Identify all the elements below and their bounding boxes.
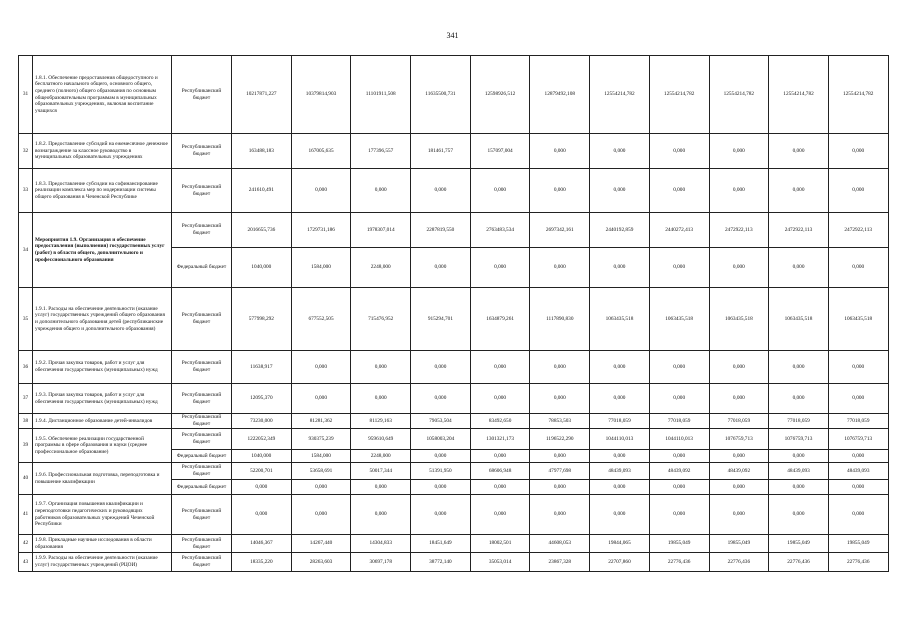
row-number: 43 [19,553,33,572]
amount-cell: 11101911,508 [351,56,411,134]
amount-cell: 0,000 [709,480,769,495]
funding-source: Федеральный бюджет [172,480,232,495]
table-row [19,429,889,450]
amount-cell: 68606,948 [470,463,530,480]
amount-cell: 14304,833 [351,535,411,553]
row-number: 34 [19,213,33,288]
amount-cell: 11635500,731 [411,56,471,134]
amount-cell: 77018,059 [709,414,769,429]
amount-cell: 0,000 [828,480,888,495]
amount-cell: 19855,049 [769,535,829,553]
amount-cell: 14267,440 [291,535,351,553]
amount-cell: 0,000 [828,351,888,384]
amount-cell: 1063435,518 [590,288,650,351]
amount-cell: 30697,178 [351,553,411,572]
amount-cell: 19855,049 [649,535,709,553]
row-number: 35 [19,288,33,351]
amount-cell: 12554214,782 [769,56,829,134]
amount-cell: 0,000 [649,495,709,535]
activity-description: 1.9.6. Профессиональная подготовка, переподготовка и повышение квалификации [33,463,172,495]
amount-cell: 715476,952 [351,288,411,351]
amount-cell: 1117890,830 [530,288,590,351]
amount-cell: 48439,092 [649,463,709,480]
amount-cell: 2697342,161 [530,213,590,248]
amount-cell: 2472922,113 [709,213,769,248]
amount-cell: 0,000 [769,169,829,213]
amount-cell: 0,000 [351,384,411,414]
row-number: 38 [19,414,33,429]
amount-cell: 0,000 [351,351,411,384]
amount-cell: 48439,092 [709,463,769,480]
amount-cell: 18002,501 [470,535,530,553]
amount-cell: 83492,650 [470,414,530,429]
amount-cell: 19844,065 [590,535,650,553]
amount-cell: 0,000 [351,495,411,535]
activity-description: Мероприятия 1.9. Организация и обеспечение предоставления (выполнения) государственных услуг (работ) в области общего, дополнительного и профессионального образования [33,213,172,288]
amount-cell: 0,000 [709,248,769,288]
amount-cell: 2472922,113 [769,213,829,248]
amount-cell: 22707,860 [590,553,650,572]
amount-cell: 81129,163 [351,414,411,429]
table-row [19,414,889,429]
budget-table [18,55,889,572]
amount-cell: 0,000 [411,495,471,535]
row-number: 42 [19,535,33,553]
amount-cell: 52200,701 [232,463,292,480]
amount-cell: 0,000 [828,384,888,414]
funding-source: Республиканский бюджет [172,429,232,450]
amount-cell: 0,000 [470,351,530,384]
table-row [19,134,889,169]
amount-cell: 0,000 [470,450,530,463]
activity-description: 1.9.2. Прочая закупка товаров, работ и услуг для обеспечения государственных (муниципальных) нужд [33,351,172,384]
amount-cell: 0,000 [590,134,650,169]
amount-cell: 73230,000 [232,414,292,429]
amount-cell: 38772,140 [411,553,471,572]
amount-cell: 12554214,782 [649,56,709,134]
amount-cell: 181461,757 [411,134,471,169]
amount-cell: 1076759,713 [769,429,829,450]
amount-cell: 0,000 [530,450,590,463]
amount-cell: 0,000 [411,480,471,495]
amount-cell: 0,000 [470,248,530,288]
funding-source: Республиканский бюджет [172,134,232,169]
amount-cell: 0,000 [411,248,471,288]
amount-cell: 11638,917 [232,351,292,384]
amount-cell: 0,000 [291,169,351,213]
amount-cell: 0,000 [590,480,650,495]
amount-cell: 0,000 [590,248,650,288]
activity-description: 1.9.4. Дистанционное образование детей-инвалидов [33,414,172,429]
amount-cell: 22776,436 [709,553,769,572]
amount-cell: 0,000 [709,351,769,384]
page-number: 341 [446,31,459,40]
amount-cell: 2248,000 [351,248,411,288]
amount-cell: 48439,093 [769,463,829,480]
amount-cell: 10217871,227 [232,56,292,134]
amount-cell: 0,000 [590,450,650,463]
amount-cell: 53658,691 [291,463,351,480]
amount-cell: 50017,344 [351,463,411,480]
amount-cell: 0,000 [769,384,829,414]
amount-cell: 1729731,186 [291,213,351,248]
amount-cell: 0,000 [530,480,590,495]
amount-cell: 0,000 [530,134,590,169]
amount-cell: 1063435,518 [769,288,829,351]
table-row [19,288,889,351]
amount-cell: 0,000 [232,480,292,495]
funding-source: Федеральный бюджет [172,248,232,288]
amount-cell: 0,000 [769,450,829,463]
amount-cell: 0,000 [769,495,829,535]
amount-cell: 44608,053 [530,535,590,553]
amount-cell: 0,000 [649,480,709,495]
amount-cell: 0,000 [470,384,530,414]
funding-source: Республиканский бюджет [172,535,232,553]
row-number: 31 [19,56,33,134]
amount-cell: 23867,328 [530,553,590,572]
amount-cell: 18451,649 [411,535,471,553]
amount-cell: 77018,059 [828,414,888,429]
amount-cell: 2248,000 [351,450,411,463]
amount-cell: 1978307,014 [351,213,411,248]
amount-cell: 0,000 [709,495,769,535]
row-number: 40 [19,463,33,495]
amount-cell: 22776,436 [828,553,888,572]
amount-cell: 163488,183 [232,134,292,169]
activity-description: 1.9.1. Расходы на обеспечение деятельности (оказание услуг) государственных учреждений общего образования и дополнительного образования детей (республиканские учреждения общего и дополнительного образования) [33,288,172,351]
funding-source: Федеральный бюджет [172,450,232,463]
amount-cell: 930375,239 [291,429,351,450]
table-row [19,553,889,572]
amount-cell: 1584,000 [291,248,351,288]
row-number: 37 [19,384,33,414]
funding-source: Республиканский бюджет [172,169,232,213]
amount-cell: 0,000 [709,169,769,213]
amount-cell: 0,000 [351,480,411,495]
row-number: 41 [19,495,33,535]
amount-cell: 0,000 [769,351,829,384]
amount-cell: 1058003,204 [411,429,471,450]
amount-cell: 79053,504 [411,414,471,429]
table-row [19,495,889,535]
amount-cell: 0,000 [291,351,351,384]
funding-source: Республиканский бюджет [172,553,232,572]
activity-description: 1.9.3. Прочая закупка товаров, работ и услуг для обеспечения государственных (муниципальных) нужд [33,384,172,414]
amount-cell: 22776,436 [769,553,829,572]
amount-cell: 959610,649 [351,429,411,450]
amount-cell: 0,000 [769,248,829,288]
amount-cell: 51391,950 [411,463,471,480]
amount-cell: 28263,603 [291,553,351,572]
amount-cell: 2440272,413 [649,213,709,248]
amount-cell: 78853,503 [530,414,590,429]
amount-cell: 81281,362 [291,414,351,429]
amount-cell: 0,000 [769,134,829,169]
amount-cell: 22776,436 [649,553,709,572]
amount-cell: 0,000 [411,384,471,414]
amount-cell: 0,000 [649,248,709,288]
amount-cell: 0,000 [649,450,709,463]
amount-cell: 0,000 [649,134,709,169]
amount-cell: 0,000 [291,480,351,495]
amount-cell: 0,000 [649,384,709,414]
row-number: 39 [19,429,33,463]
amount-cell: 0,000 [232,495,292,535]
amount-cell: 19855,049 [709,535,769,553]
amount-cell: 0,000 [470,495,530,535]
amount-cell: 1044110,013 [649,429,709,450]
amount-cell: 0,000 [470,480,530,495]
amount-cell: 2440192,859 [590,213,650,248]
amount-cell: 0,000 [709,384,769,414]
amount-cell: 0,000 [530,384,590,414]
table-row [19,463,889,480]
table-row [19,56,889,134]
amount-cell: 0,000 [470,169,530,213]
amount-cell: 0,000 [828,134,888,169]
amount-cell: 177396,557 [351,134,411,169]
amount-cell: 1076759,713 [828,429,888,450]
amount-cell: 0,000 [828,450,888,463]
funding-source: Республиканский бюджет [172,463,232,480]
amount-cell: 77018,059 [590,414,650,429]
amount-cell: 48439,093 [590,463,650,480]
amount-cell: 2287819,550 [411,213,471,248]
amount-cell: 1634879,261 [470,288,530,351]
amount-cell: 1063435,518 [709,288,769,351]
amount-cell: 1044110,013 [590,429,650,450]
amount-cell: 2472922,113 [828,213,888,248]
amount-cell: 1063435,518 [649,288,709,351]
amount-cell: 77018,059 [649,414,709,429]
row-number: 32 [19,134,33,169]
amount-cell: 12879492,108 [530,56,590,134]
amount-cell: 915294,701 [411,288,471,351]
amount-cell: 167005,635 [291,134,351,169]
amount-cell: 1076759,713 [709,429,769,450]
activity-description: 1.8.3. Предоставление субсидии на софинансирование реализации комплекса мер по модернизации системы общего образования в Чеченской Республике [33,169,172,213]
amount-cell: 48439,093 [828,463,888,480]
amount-cell: 0,000 [709,134,769,169]
amount-cell: 0,000 [828,495,888,535]
activity-description: 1.8.2. Предоставление субсидий на ежемесячное денежное вознаграждение за классное руководство в муниципальных образовательных учреждениях [33,134,172,169]
amount-cell: 1196522,290 [530,429,590,450]
amount-cell: 0,000 [351,169,411,213]
amount-cell: 0,000 [769,480,829,495]
amount-cell: 2016655,736 [232,213,292,248]
amount-cell: 1301321,173 [470,429,530,450]
amount-cell: 0,000 [590,384,650,414]
amount-cell: 1040,000 [232,450,292,463]
amount-cell: 1040,000 [232,248,292,288]
funding-source: Республиканский бюджет [172,56,232,134]
amount-cell: 2763483,534 [470,213,530,248]
table-row [19,535,889,553]
amount-cell: 12598926,512 [470,56,530,134]
amount-cell: 19855,049 [828,535,888,553]
table-row [19,351,889,384]
amount-cell: 0,000 [411,169,471,213]
amount-cell: 0,000 [828,169,888,213]
amount-cell: 0,000 [291,384,351,414]
amount-cell: 0,000 [649,169,709,213]
amount-cell: 0,000 [530,351,590,384]
amount-cell: 241610,491 [232,169,292,213]
amount-cell: 1063435,518 [828,288,888,351]
amount-cell: 0,000 [411,351,471,384]
table-row [19,384,889,414]
amount-cell: 12554214,782 [590,56,650,134]
amount-cell: 0,000 [709,450,769,463]
amount-cell: 12554214,782 [709,56,769,134]
table-row [19,169,889,213]
row-number: 33 [19,169,33,213]
funding-source: Республиканский бюджет [172,351,232,384]
amount-cell: 0,000 [530,248,590,288]
activity-description: 1.9.9. Расходы на обеспечение деятельности (оказание услуг) государственных учреждений (РЦОИ) [33,553,172,572]
amount-cell: 0,000 [530,169,590,213]
funding-source: Республиканский бюджет [172,495,232,535]
amount-cell: 18335,220 [232,553,292,572]
amount-cell: 12554214,782 [828,56,888,134]
amount-cell: 1222052,349 [232,429,292,450]
amount-cell: 157097,004 [470,134,530,169]
amount-cell: 0,000 [590,351,650,384]
amount-cell: 12095,370 [232,384,292,414]
amount-cell: 677552,505 [291,288,351,351]
amount-cell: 77018,059 [769,414,829,429]
amount-cell: 0,000 [649,351,709,384]
funding-source: Республиканский бюджет [172,213,232,248]
amount-cell: 577998,292 [232,288,292,351]
activity-description: 1.8.1. Обеспечение предоставления общедоступного и бесплатного начального общего, основного общего, среднего (полного) общего образования по основным общеобразовательным программам в муниципальных образовательных учреждениях, включая воспитание учащихся [33,56,172,134]
amount-cell: 35053,014 [470,553,530,572]
amount-cell: 0,000 [411,450,471,463]
amount-cell: 0,000 [590,169,650,213]
amount-cell: 0,000 [590,495,650,535]
amount-cell: 10379814,903 [291,56,351,134]
funding-source: Республиканский бюджет [172,288,232,351]
amount-cell: 0,000 [291,495,351,535]
activity-description: 1.9.7. Организация повышения квалификации и переподготовки педагогических и руководящих работников образовательных учреждений Чеченской Республики [33,495,172,535]
activity-description: 1.9.5. Обеспечение реализации государственной программы в сфере образования и науки (среднее профессиональное образование) [33,429,172,463]
amount-cell: 0,000 [828,248,888,288]
amount-cell: 0,000 [530,495,590,535]
table-row [19,213,889,248]
activity-description: 1.9.8. Прикладные научные исследования в области образования [33,535,172,553]
amount-cell: 1584,000 [291,450,351,463]
amount-cell: 47977,698 [530,463,590,480]
row-number: 36 [19,351,33,384]
funding-source: Республиканский бюджет [172,414,232,429]
funding-source: Республиканский бюджет [172,384,232,414]
amount-cell: 14046,367 [232,535,292,553]
